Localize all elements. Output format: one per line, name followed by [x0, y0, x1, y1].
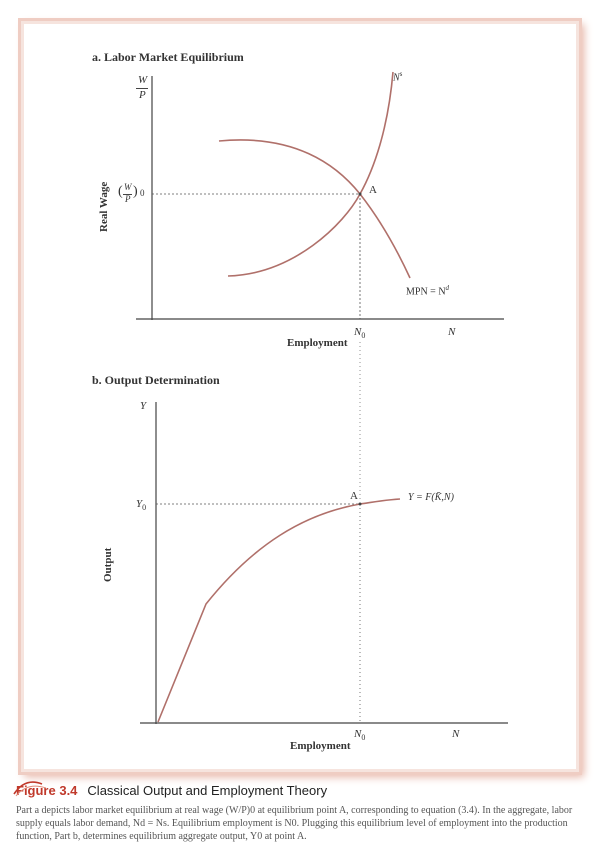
diagram — [24, 24, 576, 769]
panel-b-x-axis-label: Employment — [290, 740, 351, 752]
production-function-curve — [158, 499, 400, 722]
panel-a-point-label: A — [369, 184, 377, 196]
labor-demand-label — [406, 284, 449, 297]
panel-a-equilibrium-point — [359, 193, 362, 196]
equilibrium-wage-label: ( W P ) 0 — [118, 182, 145, 204]
labor-supply-label-text: N — [393, 72, 400, 84]
panel-b-n0-sub: 0 — [361, 733, 366, 743]
figure-swoosh-icon — [12, 778, 52, 798]
panel-a-x-axis-label: Employment — [287, 337, 348, 349]
labor-demand-curve — [219, 140, 410, 278]
panel-b-y-symbol: Y — [140, 400, 147, 412]
panel-a-x-symbol: N — [448, 326, 456, 338]
panel-b-y-axis-label: Output — [102, 547, 114, 582]
equilibrium-wage-den: P — [125, 194, 131, 204]
panel-b-n0-label — [354, 728, 365, 742]
panel-b-y0-label — [136, 498, 146, 512]
panel-b-point-label: A — [350, 490, 358, 502]
labor-supply-curve — [228, 72, 393, 276]
panel-b-title: b. Output Determination — [92, 373, 220, 387]
labor-supply-label-sup: s — [399, 70, 403, 78]
panel-b-n0-text: N — [354, 728, 362, 740]
equilibrium-wage-subscript: 0 — [140, 188, 145, 198]
panel-b-equilibrium-point — [359, 503, 362, 506]
panel-b-y0-text: Y — [136, 498, 143, 510]
panel-b-x-symbol: N — [452, 728, 460, 740]
panel-b-y0-sub: 0 — [142, 503, 147, 513]
figure-title: Classical Output and Employment Theory — [87, 783, 328, 798]
panel-a-n0-label — [354, 326, 365, 340]
panel-a-y-symbol-top: W — [138, 74, 148, 86]
caption-text: Part a depicts labor market equilibrium at real wage (W/P)0 at equilibrium point A, corresponding to equation (3.4). In the aggregate, labor supply equals labor demand, Nd = Ns. Equilibrium employment is N0. Plugging this equilibrium level of employment into the production function, Part b, determines equilibrium aggregate output, Y0 at point A. — [16, 805, 573, 842]
panel-a-y-symbol-bottom: P — [139, 89, 146, 101]
production-function-label: Y = F(K̄,N) — [408, 492, 454, 503]
panel-a-title: a. Labor Market Equilibrium — [92, 50, 244, 64]
panel-a-n0-sub: 0 — [361, 331, 366, 341]
figure-caption — [16, 782, 596, 843]
equilibrium-wage-num: W — [124, 182, 132, 192]
panel-a-y-axis-label: Real Wage — [98, 181, 110, 232]
labor-supply-label — [393, 70, 402, 83]
labor-demand-label-sup: d — [445, 284, 450, 292]
figure-number: Figure 3.4 — [16, 783, 78, 798]
labor-demand-label-text: MPN = N — [406, 286, 446, 298]
panel-a-n0-text: N — [354, 326, 362, 338]
figure-panel — [24, 24, 576, 769]
